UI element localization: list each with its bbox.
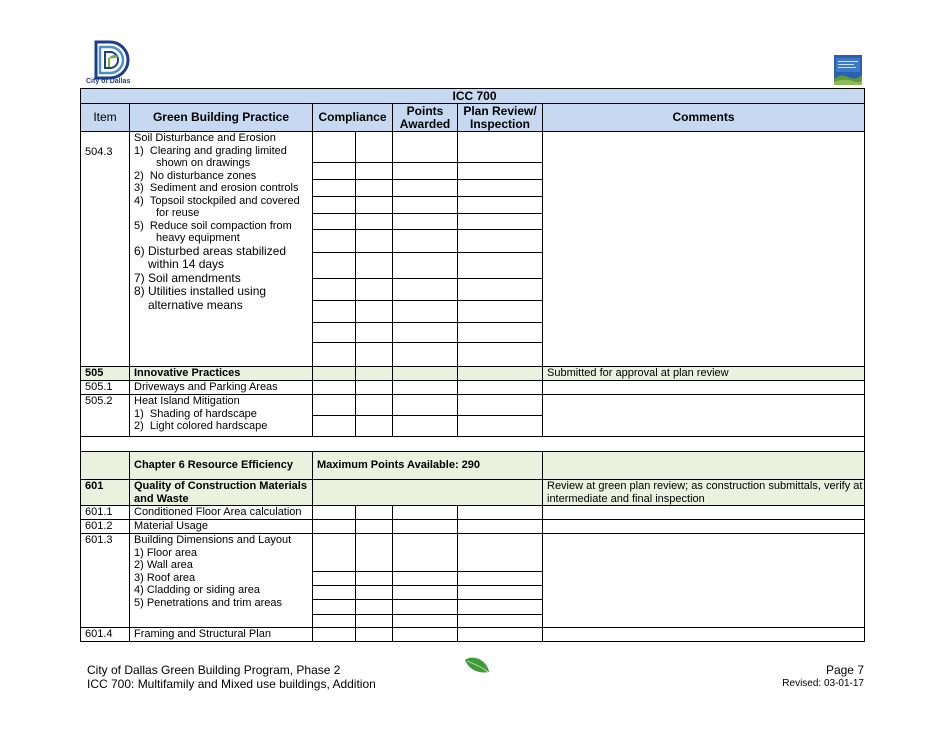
page-number: Page 7 bbox=[825, 663, 864, 677]
compliance-cell[interactable] bbox=[313, 381, 356, 395]
header-item: Item bbox=[81, 104, 130, 132]
compliance-cell[interactable] bbox=[356, 381, 393, 395]
review-cell[interactable] bbox=[458, 132, 543, 163]
review-cell[interactable] bbox=[458, 628, 543, 642]
revision-date: Revised: 03-01-17 bbox=[782, 678, 864, 689]
compliance-cell[interactable] bbox=[313, 628, 356, 642]
compliance-cell[interactable] bbox=[313, 534, 356, 572]
footer-program-title: City of Dallas Green Building Program, Phase 2 bbox=[87, 663, 341, 677]
compliance-cell[interactable] bbox=[356, 534, 393, 572]
list-item: 1) Clearing and grading limited shown on drawings bbox=[134, 144, 287, 169]
review-cell[interactable] bbox=[458, 381, 543, 395]
footer-document-title: ICC 700: Multifamily and Mixed use buildings, Addition bbox=[87, 677, 376, 691]
compliance-cell[interactable] bbox=[356, 395, 393, 416]
practice-list bbox=[134, 145, 312, 245]
row-practice: Driveways and Parking Areas bbox=[130, 381, 313, 395]
row-item: 601 bbox=[81, 480, 130, 506]
comment-cell[interactable] bbox=[543, 395, 865, 437]
practice-list bbox=[134, 547, 312, 610]
points-cell[interactable] bbox=[393, 534, 458, 572]
table-row bbox=[81, 506, 865, 520]
points-cell[interactable] bbox=[393, 395, 458, 416]
practice-title: Heat Island Mitigation bbox=[134, 395, 240, 407]
row-practice bbox=[130, 395, 313, 437]
list-item: 3) Roof area bbox=[134, 571, 196, 584]
row-practice bbox=[130, 534, 313, 628]
row-item: 505.2 bbox=[81, 395, 130, 437]
compliance-cell[interactable] bbox=[313, 520, 356, 534]
points-cell[interactable] bbox=[393, 628, 458, 642]
leaf-icon bbox=[463, 656, 491, 676]
row-practice: Innovative Practices bbox=[130, 367, 313, 381]
list-item: 4) Cladding or siding area bbox=[134, 584, 260, 596]
review-cell[interactable] bbox=[458, 395, 543, 416]
practice-list-large bbox=[134, 245, 312, 313]
comment-cell[interactable] bbox=[543, 381, 865, 395]
chapter-points: Maximum Points Available: 290 bbox=[313, 452, 543, 480]
table-row bbox=[81, 132, 865, 163]
comment-cell[interactable] bbox=[543, 506, 865, 520]
points-cell[interactable] bbox=[393, 520, 458, 534]
review-cell[interactable] bbox=[458, 506, 543, 520]
row-practice: Framing and Structural Plan bbox=[130, 628, 313, 642]
list-item: 3) Sediment and erosion controls bbox=[134, 182, 299, 194]
header-points: Points Awarded bbox=[393, 104, 458, 132]
list-item: 5) Penetrations and trim areas bbox=[134, 596, 282, 609]
row-item: 505.1 bbox=[81, 381, 130, 395]
row-item: 601.3 bbox=[81, 534, 130, 628]
compliance-cell[interactable] bbox=[356, 506, 393, 520]
list-item: 7) Soil amendments bbox=[134, 270, 241, 285]
row-item: 601.4 bbox=[81, 628, 130, 642]
header-comments: Comments bbox=[543, 104, 865, 132]
list-item: 4) Topsoil stockpiled and covered for reuse bbox=[134, 194, 300, 219]
list-item: 2) No disturbance zones bbox=[134, 169, 257, 182]
logo-caption: City of Dallas bbox=[86, 78, 131, 85]
table-row bbox=[81, 395, 865, 416]
row-practice bbox=[130, 132, 313, 367]
table-row bbox=[81, 520, 865, 534]
footer-right bbox=[782, 663, 864, 691]
compliance-cell[interactable] bbox=[356, 132, 393, 163]
green-building-badge bbox=[834, 55, 862, 85]
practice-list bbox=[134, 408, 312, 433]
row-practice: Quality of Construction Materials and Waste bbox=[130, 480, 313, 506]
icc700-checklist-table bbox=[80, 88, 865, 642]
list-item: 2) Wall area bbox=[134, 559, 193, 571]
row-comment[interactable]: Review at green plan review; as construction submittals, verify at intermediate and final inspection bbox=[543, 480, 865, 506]
points-cell[interactable] bbox=[393, 506, 458, 520]
list-item: 2) Light colored hardscape bbox=[134, 420, 268, 432]
list-item: 1) Floor area bbox=[134, 546, 197, 559]
table-header-row bbox=[81, 104, 865, 132]
list-item: 5) Reduce soil compaction from heavy equipment bbox=[134, 219, 292, 244]
compliance-cell[interactable] bbox=[356, 520, 393, 534]
list-item: 1) Shading of hardscape bbox=[134, 407, 257, 420]
row-comment[interactable]: Submitted for approval at plan review bbox=[543, 367, 865, 381]
practice-title: Building Dimensions and Layout bbox=[134, 534, 292, 546]
header-compliance: Compliance bbox=[313, 104, 393, 132]
row-item: 504.3 bbox=[81, 132, 130, 367]
comment-cell[interactable] bbox=[543, 628, 865, 642]
table-row bbox=[81, 367, 865, 381]
compliance-cell[interactable] bbox=[313, 506, 356, 520]
list-item: 6) Disturbed areas stabilized within 14 days bbox=[134, 243, 287, 271]
review-cell[interactable] bbox=[458, 520, 543, 534]
compliance-cell[interactable] bbox=[313, 395, 356, 416]
row-item: 601.1 bbox=[81, 506, 130, 520]
points-cell[interactable] bbox=[393, 381, 458, 395]
header-plan-review: Plan Review/ Inspection bbox=[458, 104, 543, 132]
row-item: 601.2 bbox=[81, 520, 130, 534]
footer-left bbox=[87, 663, 376, 691]
row-item: 505 bbox=[81, 367, 130, 381]
table-title-row bbox=[81, 89, 865, 104]
row-practice: Material Usage bbox=[130, 520, 313, 534]
spacer-row bbox=[81, 437, 865, 452]
table-row bbox=[81, 480, 865, 506]
row-practice: Conditioned Floor Area calculation bbox=[130, 506, 313, 520]
comment-cell[interactable] bbox=[543, 520, 865, 534]
practice-title: Soil Disturbance and Erosion bbox=[134, 132, 276, 144]
table-row bbox=[81, 628, 865, 642]
header-practice: Green Building Practice bbox=[130, 104, 313, 132]
chapter-title: Chapter 6 Resource Efficiency bbox=[130, 452, 313, 480]
table-row bbox=[81, 381, 865, 395]
points-cell[interactable] bbox=[393, 132, 458, 163]
compliance-cell[interactable] bbox=[313, 132, 356, 163]
chapter-row bbox=[81, 452, 865, 480]
table-title: ICC 700 bbox=[81, 89, 865, 104]
comment-cell[interactable] bbox=[543, 534, 865, 628]
comment-cell[interactable] bbox=[543, 132, 865, 367]
compliance-cell[interactable] bbox=[356, 628, 393, 642]
review-cell[interactable] bbox=[458, 534, 543, 572]
list-item: 8) Utilities installed using alternative means bbox=[134, 284, 267, 312]
table-row bbox=[81, 534, 865, 572]
